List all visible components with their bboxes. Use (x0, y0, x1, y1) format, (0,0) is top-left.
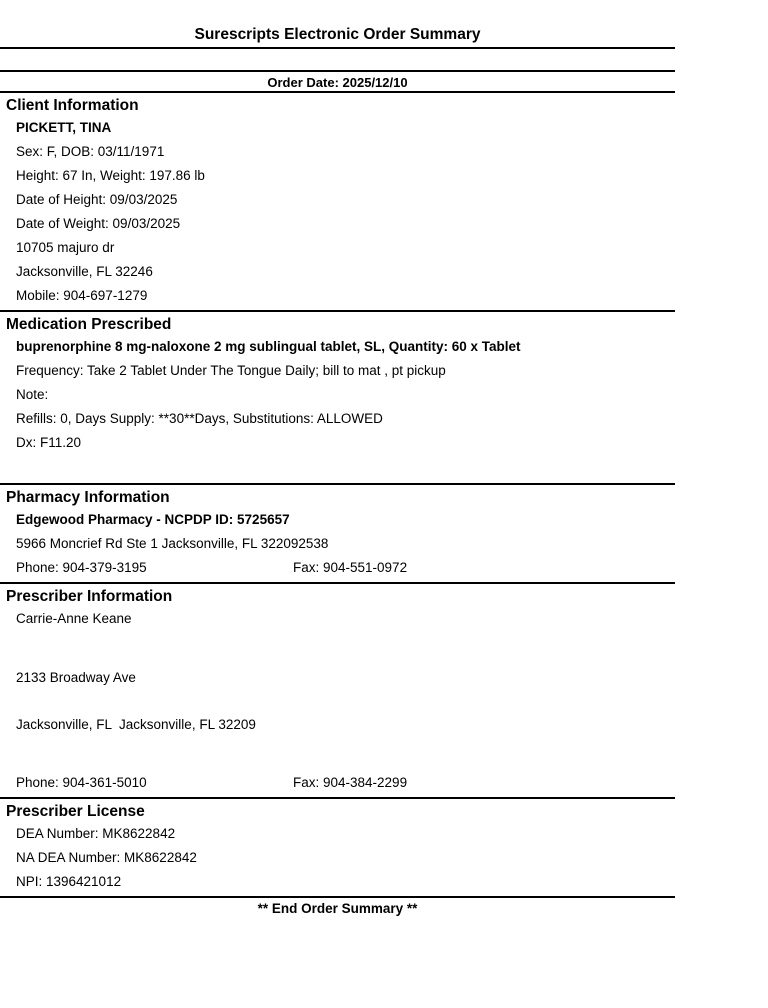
prescriber-address (0, 639, 675, 763)
pharmacy-address: 5966 Moncrief Rd Ste 1 Jacksonville, FL 322092538 (16, 536, 329, 551)
patient-mobile: Mobile: 904-697-1279 (16, 288, 148, 303)
document-header (0, 0, 675, 49)
medication-prescribed-heading: Medication Prescribed (6, 316, 172, 333)
patient-date-of-weight: Date of Weight: 09/03/2025 (16, 216, 181, 231)
medication-refills: Refills: 0, Days Supply: **30**Days, Substitutions: ALLOWED (16, 411, 383, 426)
prescriber-license-section (0, 799, 675, 898)
patient-height-weight: Height: 67 In, Weight: 197.86 lb (16, 168, 205, 183)
prescriber-license-heading: Prescriber License (6, 803, 145, 820)
prescriber-name: Carrie-Anne Keane (16, 611, 132, 626)
prescriber-fax: Fax: 904-384-2299 (293, 775, 408, 790)
patient-date-of-height: Date of Height: 09/03/2025 (16, 192, 178, 207)
pharmacy-information-heading: Pharmacy Information (6, 489, 170, 506)
patient-street-address: 10705 majuro dr (16, 240, 115, 255)
client-information-heading: Client Information (6, 97, 139, 114)
medication-frequency: Frequency: Take 2 Tablet Under The Tongue Daily; bill to mat , pt pickup (16, 363, 446, 378)
patient-name: PICKETT, TINA (16, 120, 112, 135)
client-information-section (0, 93, 675, 312)
prescriber-information-section (0, 584, 675, 799)
page-title: Surescripts Electronic Order Summary (194, 26, 481, 43)
pharmacy-phone-fax-row (0, 556, 675, 580)
medication-spacer (0, 455, 675, 481)
patient-city-state-zip: Jacksonville, FL 32246 (16, 264, 153, 279)
medication-prescribed-section (0, 312, 675, 485)
prescriber-address-line2: Jacksonville, FL Jacksonville, FL 32209 (16, 716, 256, 732)
license-npi: NPI: 1396421012 (16, 874, 122, 889)
medication-note: Note: (16, 387, 49, 402)
pharmacy-name-ncpdp: Edgewood Pharmacy - NCPDP ID: 5725657 (16, 512, 290, 527)
pharmacy-information-section (0, 485, 675, 584)
license-dea-number: DEA Number: MK8622842 (16, 826, 176, 841)
license-na-dea-number: NA DEA Number: MK8622842 (16, 850, 197, 865)
prescriber-information-heading: Prescriber Information (6, 588, 173, 605)
medication-dx: Dx: F11.20 (16, 435, 82, 450)
prescriber-phone-fax-row (0, 771, 675, 795)
order-date-row: Order Date: 2025/12/10 (0, 72, 675, 93)
medication-drug-line: buprenorphine 8 mg-naloxone 2 mg sublingual tablet, SL, Quantity: 60 x Tablet (16, 339, 521, 354)
pharmacy-phone: Phone: 904-379-3195 (16, 560, 147, 575)
prescriber-address-line1: 2133 Broadway Ave (16, 670, 136, 685)
end-order-summary-note: ** End Order Summary ** (257, 901, 418, 916)
pharmacy-fax: Fax: 904-551-0972 (293, 560, 408, 575)
empty-row (0, 49, 675, 72)
prescriber-phone: Phone: 904-361-5010 (16, 775, 147, 790)
patient-sex-dob: Sex: F, DOB: 03/11/1971 (16, 144, 165, 159)
